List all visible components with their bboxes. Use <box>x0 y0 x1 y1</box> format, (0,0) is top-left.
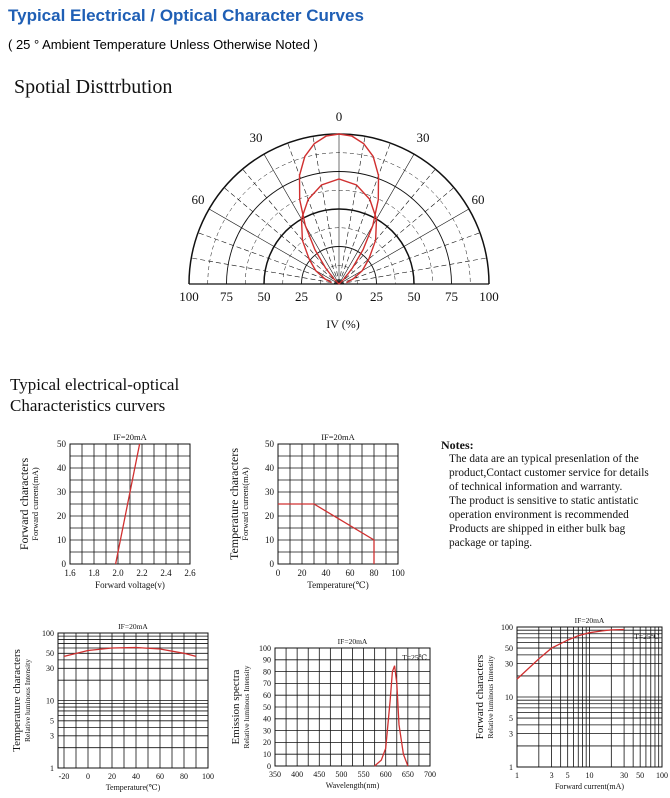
y-tick-label: 30 <box>46 664 54 674</box>
x-tick-label: 50 <box>636 771 645 780</box>
x-tick-label: 100 <box>391 568 405 578</box>
x-axis-label: Temperature(℃) <box>307 580 369 590</box>
side-title: Temperature characters <box>11 649 23 752</box>
polar-angle-label: 30 <box>249 130 263 145</box>
y-tick-label: 0 <box>61 559 66 570</box>
x-tick-label: 450 <box>313 770 326 779</box>
y-tick-label: 50 <box>505 643 513 653</box>
y-axis-label: Forward current(mA) <box>30 467 40 541</box>
polar-angle-label: 0 <box>335 109 343 124</box>
y-axis-label: Relative luminous Intensity <box>23 659 32 742</box>
x-axis-label: Temperature(℃) <box>105 783 161 792</box>
y-tick-label: 3 <box>509 729 513 739</box>
x-axis-label: Forward current(mA) <box>554 782 625 791</box>
y-tick-label: 5 <box>50 716 54 726</box>
x-tick-label: 40 <box>132 772 140 781</box>
y-tick-label: 20 <box>265 511 274 522</box>
y-tick-label: 30 <box>265 487 274 498</box>
x-tick-label: 500 <box>335 770 348 779</box>
y-tick-label: 40 <box>265 463 274 474</box>
polar-angle-label: 30 <box>416 130 430 145</box>
x-tick-label: 60 <box>156 772 164 781</box>
x-tick-label: 2.4 <box>160 568 172 578</box>
x-axis-label: Forward voltage(v) <box>95 580 165 590</box>
y-tick-label: 80 <box>263 667 271 677</box>
side-title: Temperature characters <box>227 447 241 561</box>
x-tick-label: 350 <box>269 770 281 779</box>
polar-radial-tick-label: 75 <box>220 289 233 304</box>
y-tick-label: 10 <box>505 692 513 702</box>
y-tick-label: 10 <box>265 535 274 546</box>
x-tick-label: 30 <box>620 771 629 780</box>
series-line-1 <box>517 630 624 680</box>
chart-annotation: T=25℃ <box>402 653 427 662</box>
y-tick-label: 40 <box>57 463 66 474</box>
x-tick-label: 80 <box>369 568 379 578</box>
chart-title: IF=20mA <box>113 432 147 442</box>
side-title: Emission spectra <box>230 669 242 745</box>
y-axis-label: Relative luminous Intensity <box>242 665 251 749</box>
y-tick-label: 30 <box>263 726 271 736</box>
x-tick-label: 10 <box>585 771 594 780</box>
x-tick-label: 1.6 <box>64 568 76 578</box>
y-tick-label: 0 <box>267 761 271 771</box>
x-tick-label: 3 <box>549 771 554 780</box>
x-tick-label: 80 <box>180 772 188 781</box>
notes-paragraph-3: Products are shipped in either bulk bag package or taping. <box>449 523 626 549</box>
y-tick-label: 100 <box>501 622 513 632</box>
y-tick-label: 70 <box>263 679 271 689</box>
notes-paragraph-2: The product is sensitive to static antistatic operation environment is recommended <box>449 495 639 521</box>
polar-angle-label: 60 <box>191 192 205 207</box>
x-tick-label: 0 <box>86 772 90 781</box>
polar-radial-tick-label: 50 <box>257 289 271 304</box>
side-title: Forward characters <box>474 654 486 740</box>
page-subtitle: ( 25 ° Ambient Temperature Unless Otherwise Noted ) <box>8 37 318 52</box>
x-tick-label: 700 <box>424 770 436 779</box>
chart-title: IF=20mA <box>337 637 368 646</box>
y-tick-label: 90 <box>263 655 271 665</box>
chart-title: IF=20mA <box>574 616 605 625</box>
y-tick-label: 100 <box>42 628 54 638</box>
x-axis-label: Wavelength(nm) <box>325 781 380 790</box>
x-tick-label: 550 <box>357 770 370 779</box>
x-tick-label: 1 <box>515 771 519 780</box>
x-tick-label: 100 <box>202 772 214 781</box>
y-tick-label: 30 <box>505 659 513 669</box>
y-tick-label: 5 <box>509 713 513 723</box>
polar-radial-tick-label: 50 <box>407 289 421 304</box>
x-tick-label: 40 <box>321 568 331 578</box>
y-tick-label: 10 <box>46 696 54 706</box>
polar-radial-tick-label: 25 <box>370 289 383 304</box>
x-tick-label: -20 <box>58 772 70 781</box>
characteristics-heading-line1: Typical electrical-optical <box>10 375 180 394</box>
y-tick-label: 60 <box>263 691 271 700</box>
chart-title: IF=20mA <box>321 432 355 442</box>
x-tick-label: 100 <box>656 771 668 780</box>
x-tick-label: 400 <box>291 770 304 779</box>
chart-title: IF=20mA <box>118 622 148 631</box>
y-tick-label: 10 <box>263 750 271 759</box>
y-tick-label: 100 <box>259 643 271 653</box>
x-tick-label: 60 <box>345 568 355 578</box>
y-tick-label: 20 <box>263 738 271 748</box>
x-tick-label: 2.6 <box>184 568 196 578</box>
y-tick-label: 30 <box>57 487 66 498</box>
y-tick-label: 50 <box>265 439 274 450</box>
y-axis-label: Forward current(mA) <box>240 467 250 541</box>
polar-radial-tick-label: 100 <box>179 289 199 304</box>
y-tick-label: 1 <box>50 763 54 773</box>
x-tick-label: 650 <box>401 770 414 779</box>
x-tick-label: 5 <box>565 771 570 780</box>
polar-radial-tick-label: 0 <box>335 289 343 304</box>
x-tick-label: 600 <box>379 770 392 779</box>
x-tick-label: 20 <box>297 568 307 578</box>
chart-annotation: T=25℃ <box>634 632 659 641</box>
x-tick-label: 0 <box>275 568 281 578</box>
y-tick-label: 20 <box>57 511 66 522</box>
spatial-distribution-heading: Spotial Disttrbution <box>14 76 173 98</box>
x-tick-label: 20 <box>108 772 116 781</box>
x-tick-label: 2.0 <box>112 568 124 578</box>
polar-axis-label: IV (%) <box>326 317 360 331</box>
polar-angle-label: 60 <box>471 192 485 207</box>
characteristics-heading-line2: Characteristics curvers <box>10 396 166 415</box>
y-tick-label: 10 <box>57 535 66 546</box>
y-axis-label: Relative luminous Intensity <box>486 655 495 739</box>
notes-title: Notes: <box>441 438 474 452</box>
x-tick-label: 1.8 <box>88 568 100 578</box>
y-tick-label: 50 <box>57 439 66 450</box>
y-tick-label: 50 <box>46 649 54 659</box>
polar-radial-tick-label: 100 <box>479 289 499 304</box>
y-tick-label: 0 <box>269 559 274 570</box>
notes-paragraph-1: The data are an typical presenlation of the product,Contact customer service for details of technical information and warranty. <box>449 453 649 493</box>
y-tick-label: 3 <box>50 731 54 741</box>
polar-radial-tick-label: 25 <box>295 289 308 304</box>
y-tick-label: 40 <box>263 714 271 724</box>
page-title: Typical Electrical / Optical Character Curves <box>8 6 364 25</box>
y-tick-label: 50 <box>263 702 271 712</box>
x-tick-label: 2.2 <box>136 568 148 578</box>
polar-radial-tick-label: 75 <box>445 289 458 304</box>
y-tick-label: 1 <box>509 762 513 772</box>
side-title: Forward characters <box>17 457 31 551</box>
